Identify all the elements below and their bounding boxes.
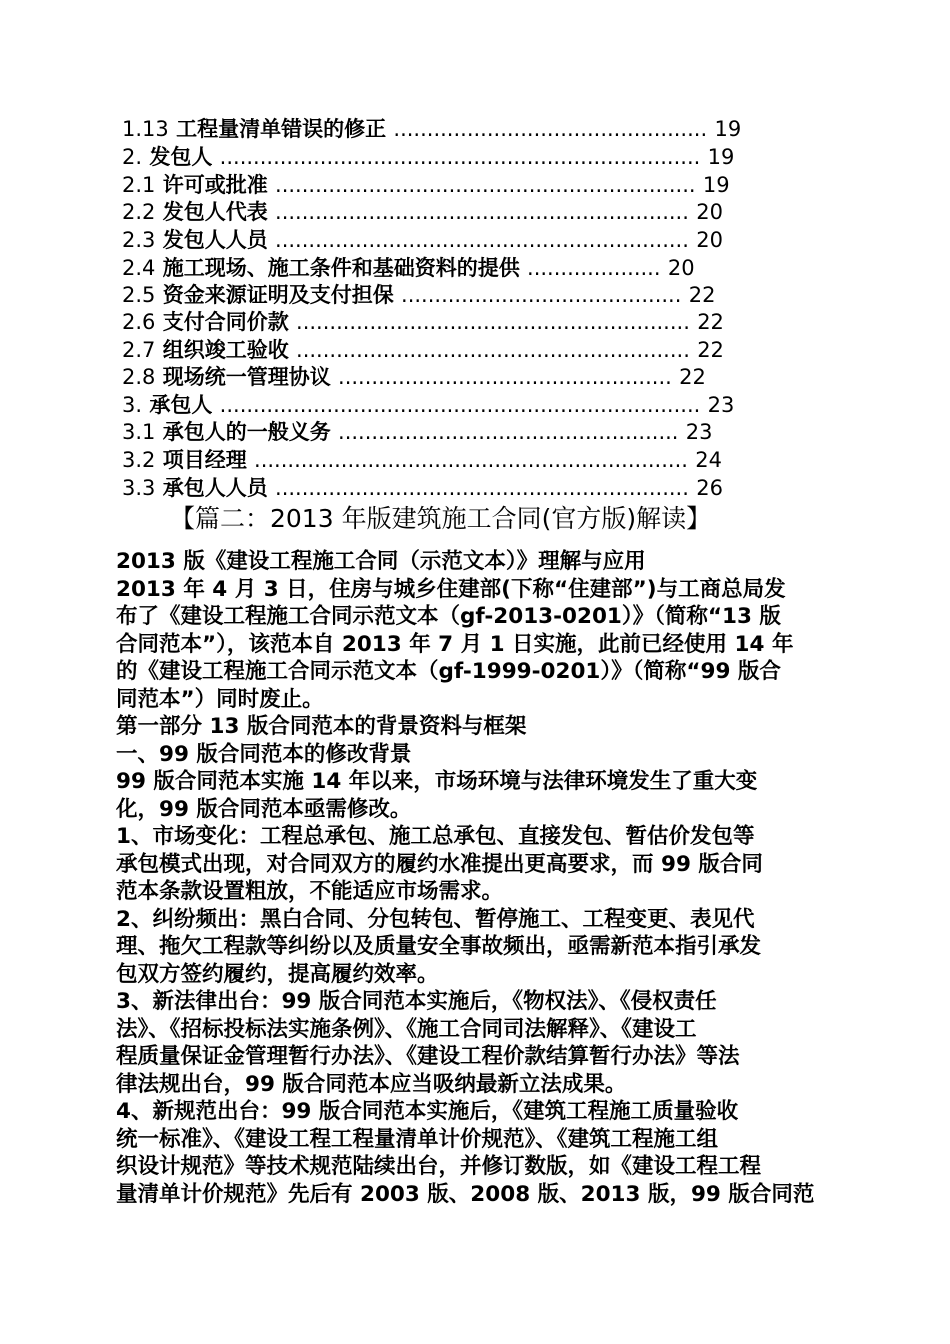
toc-entry[interactable] <box>122 116 741 143</box>
toc-number: 2.8 <box>122 365 156 389</box>
toc-number: 3. <box>122 393 143 417</box>
text-line: 法》、《招标投标法实施条例》、《施工合同司法解释》、《建设工 <box>116 1016 697 1042</box>
toc-page: 22 <box>697 338 724 362</box>
toc-number: 2.3 <box>122 228 156 252</box>
toc-page: 22 <box>679 365 706 389</box>
toc-leader: ............................................... <box>393 117 708 141</box>
toc-number: 3.3 <box>122 476 156 500</box>
toc-number: 3.1 <box>122 420 156 444</box>
toc-title: 发包人人员 <box>162 228 268 252</box>
toc-entry[interactable] <box>122 199 723 226</box>
text-line: 2013 年 4 月 3 日，住房与城乡住建部(下称“住建部”)与工商总局发 <box>116 576 786 602</box>
toc-leader: .............................................................. <box>275 228 689 252</box>
text-line: 统一标准》、《建设工程工程量清单计价规范》、《建筑工程施工组 <box>116 1126 719 1152</box>
text-line: 99 版合同范本实施 14 年以来，市场环境与法律环境发生了重大变 <box>116 769 758 794</box>
toc-title: 承包人 <box>149 393 213 417</box>
toc-leader: ................................................................. <box>254 448 688 472</box>
text-line: 量清单计价规范》先后有 2003 版、2008 版、2013 版，99 版合同范 <box>116 1181 815 1207</box>
toc-page: 23 <box>707 393 735 417</box>
toc-title: 许可或批准 <box>162 173 268 197</box>
toc-title: 发包人 <box>149 145 213 169</box>
toc-number: 2. <box>122 145 143 169</box>
toc-entry[interactable] <box>122 419 713 446</box>
toc-entry[interactable] <box>122 364 706 391</box>
text-line: 化，99 版合同范本亟需修改。 <box>116 796 412 822</box>
toc-title: 施工现场、施工条件和基础资料的提供 <box>162 256 520 280</box>
toc-number: 3.2 <box>122 448 156 472</box>
toc-leader: .......................................... <box>401 283 682 307</box>
toc-title: 承包人的一般义务 <box>162 420 331 444</box>
toc-leader: ........................................................... <box>296 310 690 334</box>
text-line: 2、纠纷频出：黑白合同、分包转包、暂停施工、工程变更、表见代 <box>116 906 755 932</box>
toc-title: 工程量清单错误的修正 <box>176 117 387 141</box>
toc-leader: .................................................. <box>338 365 672 389</box>
text-line: 律法规出台，99 版合同范本应当吸纳最新立法成果。 <box>116 1071 627 1097</box>
toc-entry[interactable] <box>122 392 734 419</box>
toc-entry[interactable] <box>122 447 722 474</box>
toc-entry[interactable] <box>122 475 723 502</box>
toc-title: 承包人人员 <box>162 476 268 500</box>
toc-entry[interactable] <box>122 255 695 282</box>
toc-leader: ........................................................................ <box>219 145 701 169</box>
section-title: 【篇二：2013 年版建筑施工合同(官方版)解读】 <box>170 504 712 533</box>
toc-number: 2.7 <box>122 338 156 362</box>
toc-page: 22 <box>697 310 724 334</box>
toc-entry[interactable] <box>122 144 734 171</box>
toc-title: 现场统一管理协议 <box>162 365 331 389</box>
toc-number: 2.5 <box>122 283 156 307</box>
toc-title: 组织竣工验收 <box>162 338 289 362</box>
toc-entry[interactable] <box>122 227 723 254</box>
text-line: 同范本”）同时废止。 <box>116 686 324 712</box>
text-line: 布了《建设工程施工合同示范文本（gf-2013-0201）》（简称“13 版 <box>116 604 781 629</box>
text-line: 第一部分 13 版合同范本的背景资料与框架 <box>116 714 527 739</box>
toc-number: 2.4 <box>122 256 156 280</box>
toc-title: 项目经理 <box>162 448 247 472</box>
text-line: 1、市场变化：工程总承包、施工总承包、直接发包、暂估价发包等 <box>116 824 755 849</box>
toc-page: 24 <box>695 448 722 472</box>
document-body <box>116 548 840 1208</box>
text-line: 2013 版《建设工程施工合同（示范文本）》理解与应用 <box>116 549 646 574</box>
text-line: 4、新规范出台：99 版合同范本实施后，《建筑工程施工质量验收 <box>116 1099 739 1124</box>
toc-leader: ........................................................................ <box>219 393 701 417</box>
text-line: 程质量保证金管理暂行办法》、《建设工程价款结算暂行办法》等法 <box>116 1044 740 1069</box>
toc-page: 20 <box>696 200 723 224</box>
toc-page: 20 <box>696 228 723 252</box>
toc-number: 2.6 <box>122 310 156 334</box>
toc-title: 发包人代表 <box>162 200 268 224</box>
toc-leader: ............................................................... <box>275 173 696 197</box>
toc-page: 19 <box>707 145 735 169</box>
toc-page: 19 <box>714 117 742 141</box>
text-line: 合同范本”），该范本自 2013 年 7 月 1 日实施，此前已经使用 14 年 <box>116 631 794 657</box>
toc-page: 20 <box>667 256 695 280</box>
toc-leader: .............................................................. <box>275 476 689 500</box>
toc-leader: .............................................................. <box>275 200 689 224</box>
toc-page: 26 <box>696 476 723 500</box>
toc-number: 2.1 <box>122 173 156 197</box>
toc-number: 2.2 <box>122 200 156 224</box>
text-line: 一、99 版合同范本的修改背景 <box>116 741 412 767</box>
toc-leader: ........................................................... <box>296 338 690 362</box>
toc-entry[interactable] <box>122 309 724 336</box>
toc-title: 资金来源证明及支付担保 <box>162 283 394 307</box>
toc-entry[interactable] <box>122 172 730 199</box>
text-line: 理、拖欠工程款等纠纷以及质量安全事故频出，亟需新范本指引承发 <box>116 934 762 959</box>
toc-number: 1.13 <box>122 117 169 141</box>
toc-title: 支付合同价款 <box>162 310 289 334</box>
text-line: 包双方签约履约，提高履约效率。 <box>116 961 439 987</box>
text-line: 承包模式出现，对合同双方的履约水准提出更高要求，而 99 版合同 <box>116 851 763 877</box>
toc-leader: .................... <box>527 256 661 280</box>
text-line: 的《建设工程施工合同示范文本（gf-1999-0201）》（简称“99 版合 <box>116 659 781 684</box>
toc-entry[interactable] <box>122 282 715 309</box>
text-line: 3、新法律出台：99 版合同范本实施后，《物权法》、《侵权责任 <box>116 989 717 1014</box>
toc-page: 22 <box>688 283 716 307</box>
toc-entry[interactable] <box>122 337 724 364</box>
text-line: 织设计规范》等技术规范陆续出台，并修订数版，如《建设工程工程 <box>116 1154 762 1179</box>
toc-page: 19 <box>702 173 730 197</box>
text-line: 范本条款设置粗放，不能适应市场需求。 <box>116 879 504 904</box>
toc-leader: ................................................... <box>338 420 679 444</box>
toc-page: 23 <box>685 420 713 444</box>
